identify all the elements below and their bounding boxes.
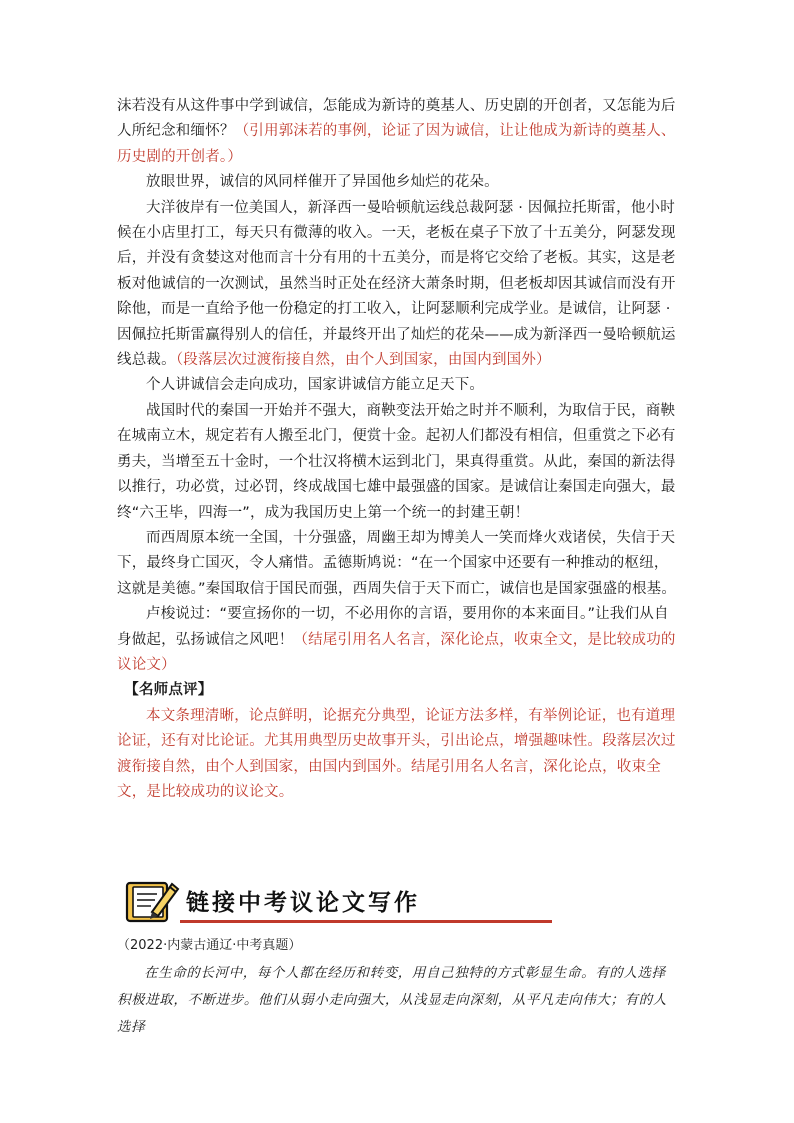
section-banner <box>124 876 434 928</box>
commentary-note: （引用郭沫若的事例，论证了因为诚信，让让他成为新诗的奠基人、历史剧的开创者。） <box>117 123 676 165</box>
notebook-pencil-icon <box>124 878 180 926</box>
section-banner-title: 链接中考议论文写作 <box>186 889 420 916</box>
banner-underline <box>180 920 552 923</box>
teacher-comment-heading: 【名师点评】 <box>124 682 213 699</box>
paragraph-1 <box>117 94 677 170</box>
paragraph-4 <box>117 373 677 398</box>
essay-body <box>117 94 677 805</box>
paragraph-text: 放眼世界，诚信的风同样催开了异国他乡灿烂的花朵。 <box>146 174 499 191</box>
paragraph-text: 战国时代的秦国一开始并不强大，商鞅变法开始之时并不顺利，为取信于民，商鞅在城南立木，规定若有人搬至北门，便赏十金。起初人们都没有相信，但重赏之下必有勇夫，当增至五十金时，一个壮汉将横木运到北门，果真得重赏。从此，秦国的新法得以推行，功必赏，过必罚，终成战国七雄中最强盛的国家。是诚信让秦国走向强大，最终“六王毕，四海一”，成为我国历史上第一个统一的封建王朝！ <box>117 402 676 521</box>
paragraph-5 <box>117 399 677 526</box>
paragraph-text: 卢梭说过：“要宣扬你的一切，不必用你的言语，要用你的本来面目。”让我们从自身做起，弘扬诚信之风吧！ <box>117 606 669 648</box>
paragraph-text: 大洋彼岸有一位美国人，新泽西一曼哈顿航运线总裁阿瑟 · 因佩拉托斯雷，他小时候在小店里打工，每天只有微薄的收入。一天，老板在桌子下放了十五美分，阿瑟发现后，并没有贪婪这对他而言十分有用的十五美分，而是将它交给了老板。其实，这是老板对他诚信的一次测试，虽然当时正处在经济大萧条时期，但老板却因其诚信而没有开除他，而是一直给予他一份稳定的打工收入，让阿瑟顺利完成学业。是诚信，让阿瑟 · 因佩拉托斯雷赢得别人的信任，并最终开出了灿烂的花朵——成为新泽西一曼哈顿航运线总裁。 <box>117 199 676 369</box>
paragraph-text: 个人讲诚信会走向成功，国家讲诚信方能立足天下。 <box>146 377 485 394</box>
paragraph-7 <box>117 602 677 678</box>
paragraph-3 <box>117 196 677 374</box>
teacher-comment-text: 本文条理清晰，论点鲜明，论据充分典型，论证方法多样，有举例论证，也有道理论证，还有对比论证。尤其用典型历史故事开头，引出论点，增强趣味性。段落层次过渡衔接自然，由个人到国家，由国内到国外。结尾引用名人名言，深化论点，收束全文，是比较成功的议论文。 <box>117 707 676 800</box>
commentary-note: （结尾引用名人名言，深化论点，收束全文，是比较成功的议论文） <box>117 631 676 673</box>
writing-prompt <box>117 960 677 1041</box>
paragraph-2 <box>117 170 677 195</box>
paragraph-6 <box>117 526 677 602</box>
prompt-text: 在生命的长河中，每个人都在经历和转变，用自己独特的方式彰显生命。有的人选择积极进取，不断进步。他们从弱小走向强大，从浅显走向深刻，从平凡走向伟大；有的人选择 <box>117 965 667 1035</box>
commentary-note: （段落层次过渡衔接自然，由个人到国家，由国内到国外） <box>175 352 551 369</box>
paragraph-text: 而西周原本统一全国，十分强盛，周幽王却为博美人一笑而烽火戏诸侯，失信于天下，最终身亡国灭，令人痛惜。孟德斯鸠说：“在一个国家中还要有一种推动的枢纽，这就是美德。”秦国取信于国民而强，西周失信于天下而亡，诚信也是国家强盛的根基。 <box>117 529 677 597</box>
exam-source: （2022·内蒙古通辽·中考真题） <box>117 938 302 953</box>
paragraph-text: 沫若没有从这件事中学到诚信，怎能成为新诗的奠基人、历史剧的开创者，又怎能为后人所纪念和缅怀？ <box>117 98 676 140</box>
